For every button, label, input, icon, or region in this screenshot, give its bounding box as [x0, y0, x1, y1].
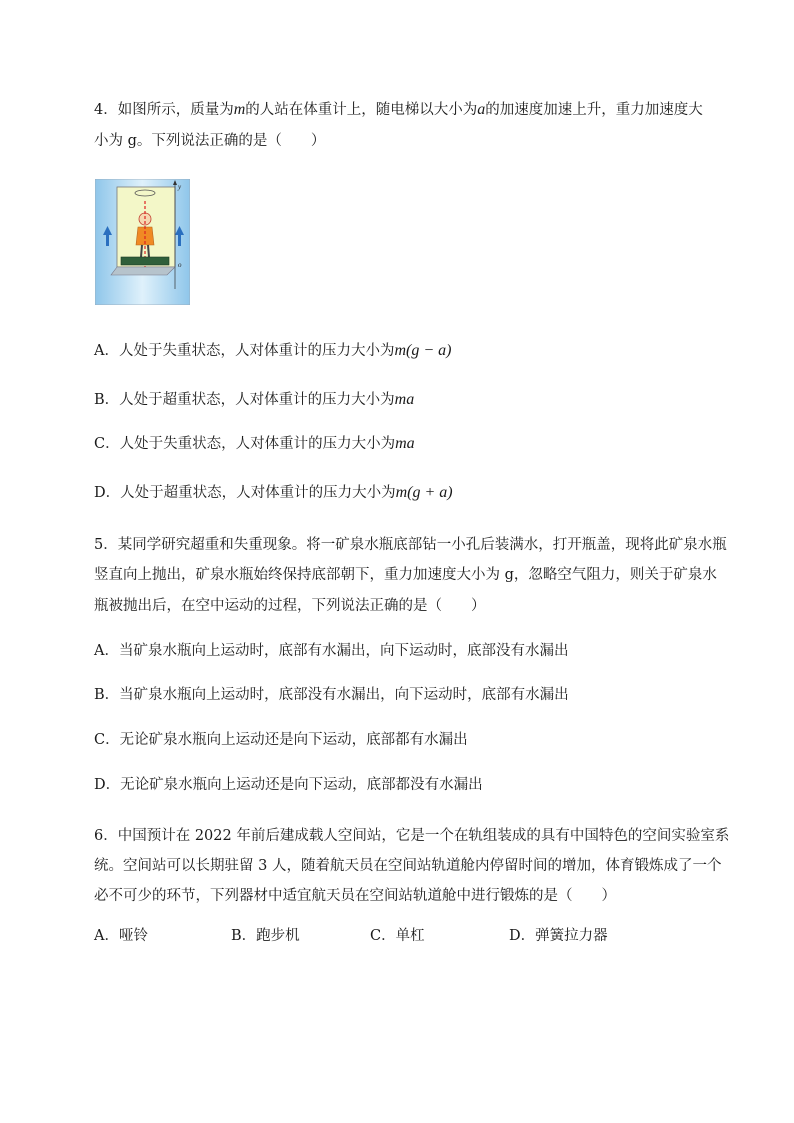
q4-option-c-math: ma	[395, 435, 415, 452]
q4-option-c	[94, 434, 415, 454]
q6-option-c: C．单杠	[370, 928, 425, 944]
q4-option-d-text: D．人处于超重状态，人对体重计的压力大小为	[94, 485, 396, 501]
y-axis-label: y	[178, 183, 182, 191]
q6-option-b: B．跑步机	[231, 928, 300, 944]
q5-stem-line-3: 瓶被抛出后，在空中运动的过程，下列说法正确的是（ ）	[94, 598, 486, 614]
q4-option-d	[94, 483, 453, 503]
q4-option-a	[94, 341, 452, 361]
origin-label: o	[178, 261, 182, 269]
q6-option-d: D．弹簧拉力器	[509, 928, 608, 944]
scale-icon	[121, 257, 169, 265]
q5-option-b: B．当矿泉水瓶向上运动时，底部没有水漏出，向下运动时，底部有水漏出	[94, 687, 569, 703]
q4-var-a: a	[477, 101, 486, 118]
up-arrow-left-shaft	[106, 234, 109, 246]
q4-option-b-math: ma	[394, 391, 415, 408]
q4-option-b-text: B．人处于超重状态，人对体重计的压力大小为	[94, 392, 395, 408]
q4-option-a-text: A．人处于失重状态，人对体重计的压力大小为	[94, 343, 395, 359]
q5-option-d: D．无论矿泉水瓶向上运动还是向下运动，底部都没有水漏出	[94, 777, 483, 793]
q5-option-c: C．无论矿泉水瓶向上运动还是向下运动，底部都有水漏出	[94, 732, 468, 748]
q6-stem-line-3: 必不可少的环节，下列器材中适宜航天员在空间站轨道舱中进行锻炼的是（ ）	[94, 888, 616, 904]
q4-option-a-math: m(g − a)	[394, 342, 452, 359]
q5-option-a: A．当矿泉水瓶向上运动时，底部有水漏出，向下运动时，底部没有水漏出	[94, 643, 569, 659]
person-leg-left	[141, 245, 142, 257]
q5-stem-line-1: 5．某同学研究超重和失重现象。将一矿泉水瓶底部钻一小孔后装满水，打开瓶盖，现将此矿泉水瓶	[94, 537, 727, 553]
elevator-figure	[95, 179, 190, 305]
up-arrow-right-shaft	[178, 234, 181, 246]
q4-option-c-text: C．人处于失重状态，人对体重计的压力大小为	[94, 436, 396, 452]
q4-stem-line-2: 小为 g。下列说法正确的是（ ）	[94, 133, 326, 149]
q4-stem-text-c: 的加速度加速上升，重力加速度大	[485, 102, 703, 118]
q6-stem-line-2: 统。空间站可以长期驻留 3 人，随着航天员在空间站轨道舱内停留时间的增加，体育锻炼成了一个	[94, 858, 722, 874]
q4-var-m: m	[233, 101, 246, 118]
person-leg-right	[148, 245, 149, 257]
q5-stem-line-2: 竖直向上抛出，矿泉水瓶始终保持底部朝下，重力加速度大小为 g，忽略空气阻力，则关于矿泉水	[94, 567, 717, 583]
q4-stem-line-1	[94, 100, 703, 120]
q6-stem-line-1: 6．中国预计在 2022 年前后建成载人空间站，它是一个在轨组装成的具有中国特色的空间实验室系	[94, 828, 730, 844]
q6-option-a: A．哑铃	[94, 928, 148, 944]
q4-option-b	[94, 390, 414, 410]
elevator-floor	[111, 267, 175, 275]
q4-option-d-math: m(g + a)	[395, 484, 453, 501]
q4-stem-text-a: 4．如图所示，质量为	[94, 102, 234, 118]
q4-stem-text-b: 的人站在体重计上，随电梯以大小为	[245, 102, 478, 118]
